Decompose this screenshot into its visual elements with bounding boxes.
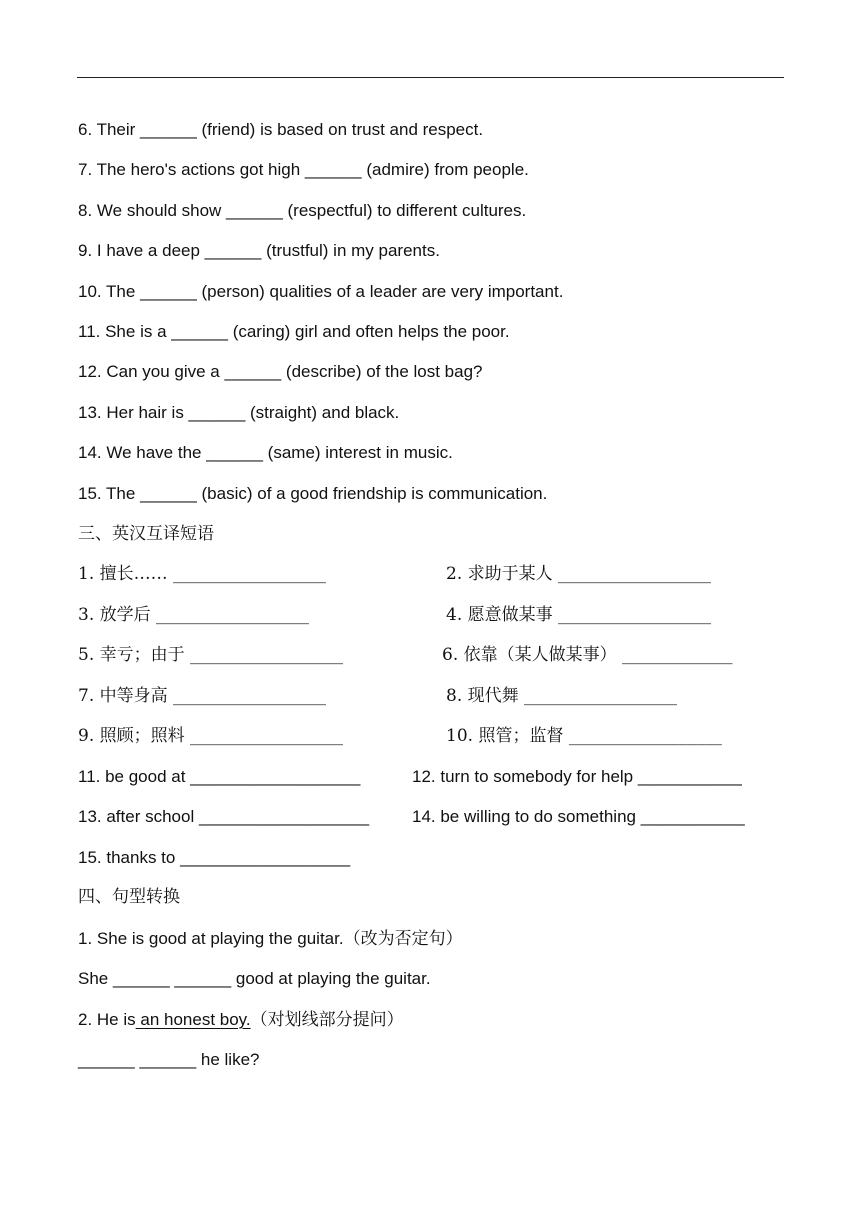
phrase-row: [78, 766, 798, 788]
exercise-line: 9. I have a deep ______ (trustful) in my parents.: [78, 241, 440, 260]
phrase-row: [78, 563, 798, 585]
header-rule: [77, 77, 784, 78]
exercise-line: 14. We have the ______ (same) interest in music.: [78, 443, 453, 462]
phrase-item: 11. be good at __________________: [78, 767, 361, 786]
phrase-item: 7. 中等身高 __________________: [78, 686, 327, 706]
answer-line: She ______ ______ good at playing the guitar.: [78, 969, 431, 988]
phrase-item: 12. turn to somebody for help ___________: [412, 767, 742, 786]
phrase-item: 13. after school __________________: [78, 807, 370, 826]
exercise-line: 10. The ______ (person) qualities of a leader are very important.: [78, 282, 564, 301]
exercise-line: 8. We should show ______ (respectful) to different cultures.: [78, 201, 527, 220]
underlined-phrase: an honest boy.: [135, 1010, 251, 1029]
phrase-row: [78, 604, 798, 626]
phrase-row: [78, 847, 798, 869]
phrase-item: 9. 照顾；照料 __________________: [78, 726, 344, 746]
exercise-line: 7. The hero's actions got high ______ (admire) from people.: [78, 160, 529, 179]
question-text: 1. She is good at playing the guitar.: [78, 929, 344, 948]
phrase-item: 2. 求助于某人 __________________: [446, 564, 712, 584]
phrase-item: 8. 现代舞 __________________: [446, 686, 678, 706]
exercise-line: 11. She is a ______ (caring) girl and often helps the poor.: [78, 322, 510, 341]
phrase-item: 10. 照管；监督 __________________: [446, 726, 722, 746]
phrase-item: 14. be willing to do something ___________: [412, 807, 745, 826]
exercise-line: 15. The ______ (basic) of a good friendship is communication.: [78, 484, 548, 503]
phrase-item: 5. 幸亏；由于 __________________: [78, 645, 344, 665]
phrase-row: [78, 644, 798, 666]
phrase-item: 6. 依靠（某人做某事） _____________: [442, 645, 733, 665]
transform-question: [78, 1009, 404, 1031]
phrase-item: 15. thanks to __________________: [78, 848, 351, 867]
phrase-row: [78, 685, 798, 707]
question-instruction: （对划线部分提问）: [250, 1010, 404, 1030]
answer-line: ______ ______ he like?: [78, 1050, 260, 1069]
section-heading: 四、句型转换: [78, 887, 180, 907]
question-instruction: （改为否定句）: [343, 929, 463, 949]
exercise-line: 12. Can you give a ______ (describe) of the lost bag?: [78, 362, 483, 381]
section-heading: 三、英汉互译短语: [78, 524, 214, 544]
question-text: 2. He is: [78, 1010, 136, 1029]
phrase-row: [78, 806, 798, 828]
phrase-row: [78, 725, 798, 747]
phrase-item: 1. 擅长…… __________________: [78, 564, 327, 584]
exercise-line: 13. Her hair is ______ (straight) and black.: [78, 403, 400, 422]
phrase-item: 3. 放学后 __________________: [78, 605, 310, 625]
exercise-line: 6. Their ______ (friend) is based on trust and respect.: [78, 120, 484, 139]
phrase-item: 4. 愿意做某事 __________________: [446, 605, 712, 625]
transform-question: [78, 928, 463, 950]
